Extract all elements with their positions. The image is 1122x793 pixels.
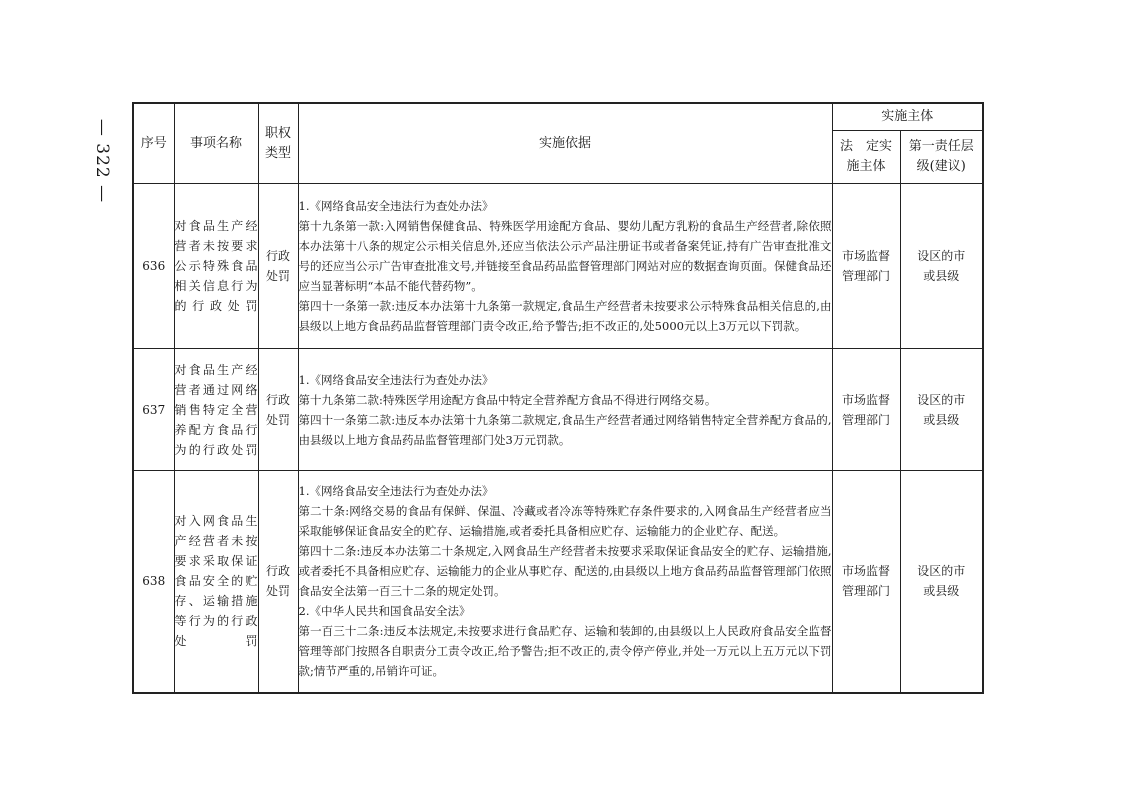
row-legal-subject (832, 471, 900, 693)
row-first-level (900, 184, 983, 349)
row-legal-subject-text: 市场监督管理部门 (841, 564, 890, 599)
basis-line: 第十九条第二款:特殊医学用途配方食品中特定全营养配方食品不得进行网络交易。 (298, 392, 717, 407)
table-row (133, 184, 983, 349)
header-legal-subject (832, 131, 900, 184)
row-type (258, 184, 298, 349)
header-subject: 实施主体 (832, 103, 983, 131)
header-seq: 序号 (133, 103, 174, 184)
row-legal-subject (832, 349, 900, 471)
basis-line: 1.《网络食品安全违法行为查处办法》 (298, 484, 494, 499)
header-first-level-text: 第一责任层级(建议) (908, 139, 974, 174)
basis-line: 2.《中华人民共和国食品安全法》 (298, 604, 471, 619)
header-item-name: 事项名称 (174, 103, 258, 184)
row-type (258, 349, 298, 471)
page-number (82, 96, 122, 226)
row-basis (298, 471, 832, 693)
row-basis (298, 349, 832, 471)
basis-line: 1.《网络食品安全违法行为查处办法》 (298, 372, 494, 387)
row-legal-subject (832, 184, 900, 349)
page-number-text: — 322 — (92, 118, 113, 204)
basis-line: 第二十条:网络交易的食品有保鲜、保温、冷藏或者冷冻等特殊贮存条件要求的,入网食品生产经营者应当采取能够保证食品安全的贮存、运输措施,或者委托具备相应贮存、运输能力的企业贮存、配送。 (298, 504, 832, 539)
header-authority-type-text: 职权类型 (264, 125, 291, 161)
header-authority-type (258, 103, 298, 184)
row-item-name: 对食品生产经营者未按要求公示特殊食品相关信息行为的行政处罚 (174, 184, 258, 349)
row-first-level-text: 设区的市或县级 (917, 392, 966, 427)
basis-line: 第十九条第一款:入网销售保健食品、特殊医学用途配方食品、婴幼儿配方乳粉的食品生产经营者,除依照本办法第十八条的规定公示相关信息外,还应当依法公示产品注册证书或者备案凭证,持有广告审查批准文号的还应当公示广告审查批准文号,并链接至食品药品监督管理部门网站对应的数据查询页面。保健食品还应当显著标明“本品不能代替药物”。 (298, 219, 832, 293)
basis-line: 第一百三十二条:违反本法规定,未按要求进行食品贮存、运输和装卸的,由县级以上人民政府食品安全监督管理等部门按照各自职责分工责令改正,给予警告;拒不改正的,责令停产停业,并处一万元以上五万元以下罚款;情节严重的,吊销许可证。 (298, 624, 832, 679)
row-legal-subject-text: 市场监督管理部门 (841, 249, 890, 283)
row-basis (298, 184, 832, 349)
header-first-level (900, 131, 983, 184)
row-item-name: 对食品生产经营者通过网络销售特定全营养配方食品行为的行政处罚 (174, 349, 258, 471)
table-row (133, 349, 983, 471)
row-item-name: 对入网食品生产经营者未按要求采取保证食品安全的贮存、运输措施等行为的行政处罚 (174, 471, 258, 693)
row-first-level-text: 设区的市或县级 (917, 249, 966, 283)
basis-line: 1.《网络食品安全违法行为查处办法》 (298, 199, 494, 213)
header-legal-subject-text: 法 定实施主体 (839, 139, 892, 174)
row-first-level (900, 471, 983, 693)
basis-line: 第四十一条第二款:违反本办法第十九条第二款规定,食品生产经营者通过网络销售特定全营养配方食品的,由县级以上地方食品药品监督管理部门处3万元罚款。 (298, 412, 832, 447)
table-row (133, 471, 983, 693)
row-type-text: 行政处罚 (265, 564, 290, 599)
basis-line: 第四十二条:违反本办法第二十条规定,入网食品生产经营者未按要求采取保证食品安全的贮存、运输措施,或者委托不具备相应贮存、运输能力的企业从事贮存、配送的,由县级以上地方食品药品监督管理部门依照食品安全法第一百三十二条的规定处罚。 (298, 544, 832, 599)
row-seq: 637 (133, 349, 174, 471)
row-type (258, 471, 298, 693)
row-first-level-text: 设区的市或县级 (917, 564, 966, 599)
row-seq: 636 (133, 184, 174, 349)
basis-line: 第四十一条第一款:违反本办法第十九条第一款规定,食品生产经营者未按要求公示特殊食品相关信息的,由县级以上地方食品药品监督管理部门责令改正,给予警告;拒不改正的,处5000元以上3万元以下罚款。 (298, 299, 832, 333)
row-legal-subject-text: 市场监督管理部门 (841, 392, 890, 427)
header-basis: 实施依据 (298, 103, 832, 184)
row-type-text: 行政处罚 (265, 249, 290, 283)
regulation-table (132, 102, 984, 694)
row-type-text: 行政处罚 (265, 392, 290, 427)
row-seq: 638 (133, 471, 174, 693)
row-first-level (900, 349, 983, 471)
